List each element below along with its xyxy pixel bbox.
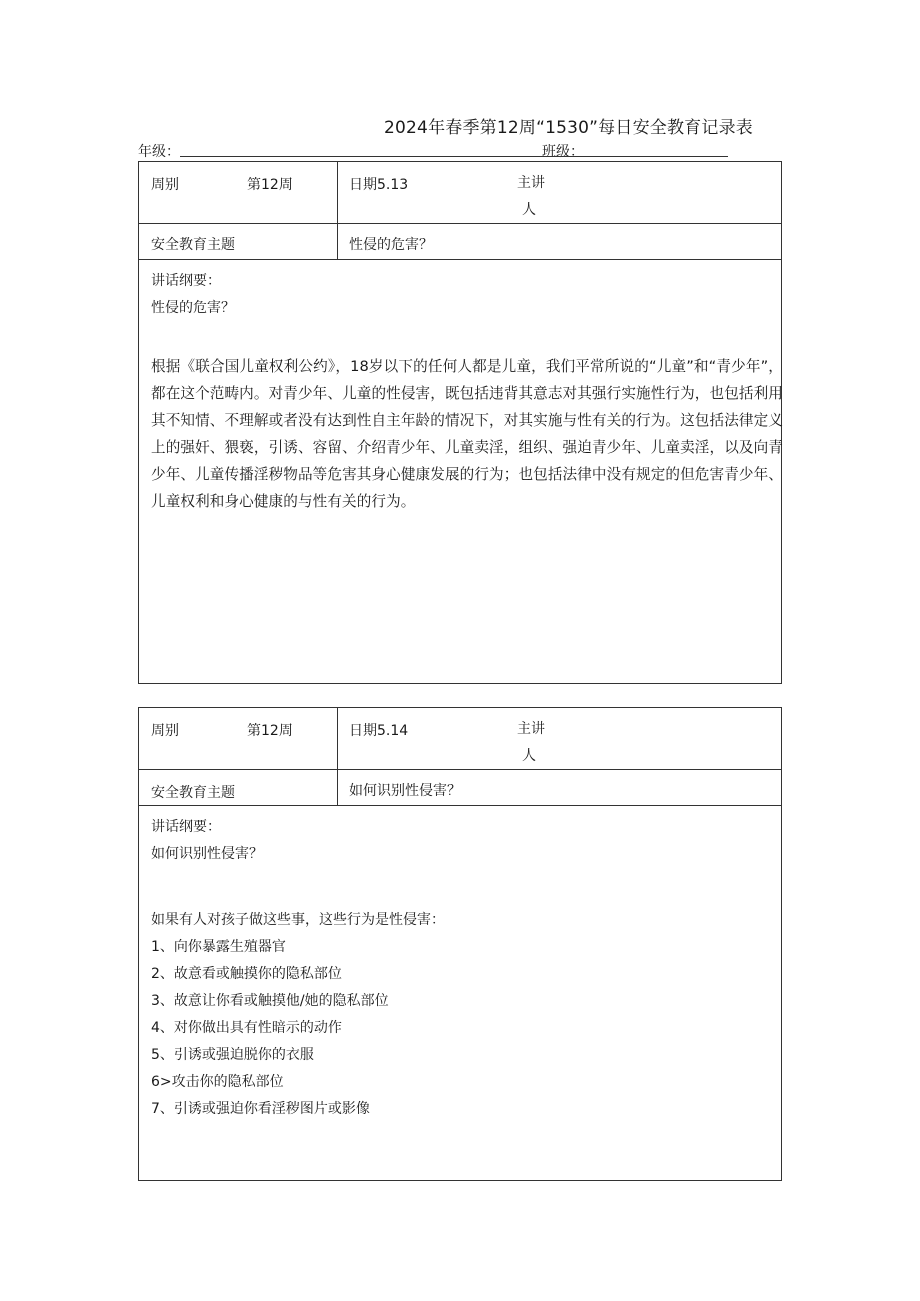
list-item: 4、对你做出具有性暗示的动作 — [151, 1020, 342, 1036]
theme-value: 如何识别性侵害？ — [349, 783, 461, 799]
theme-value-cell — [338, 224, 782, 260]
outline-title: 性侵的危害？ — [151, 300, 235, 316]
list-item: 7、引诱或强迫你看淫秽图片或影像 — [151, 1101, 370, 1117]
week-cell — [139, 162, 338, 224]
list-item: 3、故意让你看或触摸他/她的隐私部位 — [151, 993, 389, 1009]
theme-value-cell — [338, 770, 782, 806]
list-item: 2、故意看或触摸你的隐私部位 — [151, 966, 342, 982]
speaker-label: 主讲 — [517, 175, 545, 191]
grade-underline — [180, 156, 728, 157]
theme-label-cell — [139, 224, 338, 260]
week-label: 周别 — [151, 177, 179, 193]
outline-cell — [139, 260, 782, 684]
speaker-label-cont: 人 — [522, 748, 536, 764]
record-table-2 — [138, 707, 782, 1181]
outline-intro: 如果有人对孩子做这些事，这些行为是性侵害： — [151, 912, 445, 928]
date-speaker-cell — [338, 708, 782, 770]
list-item: 6>攻击你的隐私部位 — [151, 1074, 284, 1090]
theme-label: 安全教育主题 — [151, 785, 235, 801]
theme-label-cell — [139, 770, 338, 806]
outline-paragraph: 根据《联合国儿童权利公约》，18岁以下的任何人都是儿童，我们平常所说的“儿童”和“青少年”，都在这个范畴内。对青少年、儿童的性侵害，既包括违背其意志对其强行实施性行为，也包括利用其不知情、不理解或者没有达到性自主年龄的情况下，对其实施与性有关的行为。这包括法律定义上的强奸、猥亵，引诱、容留、介绍青少年、儿童卖淫，组织、强迫青少年、儿童卖淫，以及向青少年、儿童传播淫秽物品等危害其身心健康发展的行为；也包括法律中没有规定的但危害青少年、儿童权利和身心健康的与性有关的行为。 — [151, 358, 783, 510]
outline-cell — [139, 806, 782, 1181]
list-item: 1、向你暴露生殖器官 — [151, 939, 286, 955]
theme-value: 性侵的危害？ — [349, 237, 433, 253]
class-label: 班级： — [542, 144, 584, 160]
week-value: 第12周 — [247, 723, 293, 739]
outline-label: 讲话纲要： — [151, 273, 221, 289]
grade-class-line — [138, 141, 598, 159]
week-label: 周别 — [151, 723, 179, 739]
record-table-1 — [138, 161, 782, 684]
week-cell — [139, 708, 338, 770]
date-value: 日期5.14 — [349, 723, 409, 739]
list-item: 5、引诱或强迫脱你的衣服 — [151, 1047, 314, 1063]
outline-label: 讲话纲要： — [151, 819, 221, 835]
date-value: 日期5.13 — [349, 177, 409, 193]
grade-label: 年级： — [138, 144, 180, 160]
theme-label: 安全教育主题 — [151, 237, 235, 253]
date-speaker-cell — [338, 162, 782, 224]
outline-title: 如何识别性侵害？ — [151, 846, 263, 862]
page-title: 2024年春季第12周“1530”每日安全教育记录表 — [384, 118, 753, 138]
speaker-label-cont: 人 — [522, 202, 536, 218]
week-value: 第12周 — [247, 177, 293, 193]
speaker-label: 主讲 — [517, 721, 545, 737]
